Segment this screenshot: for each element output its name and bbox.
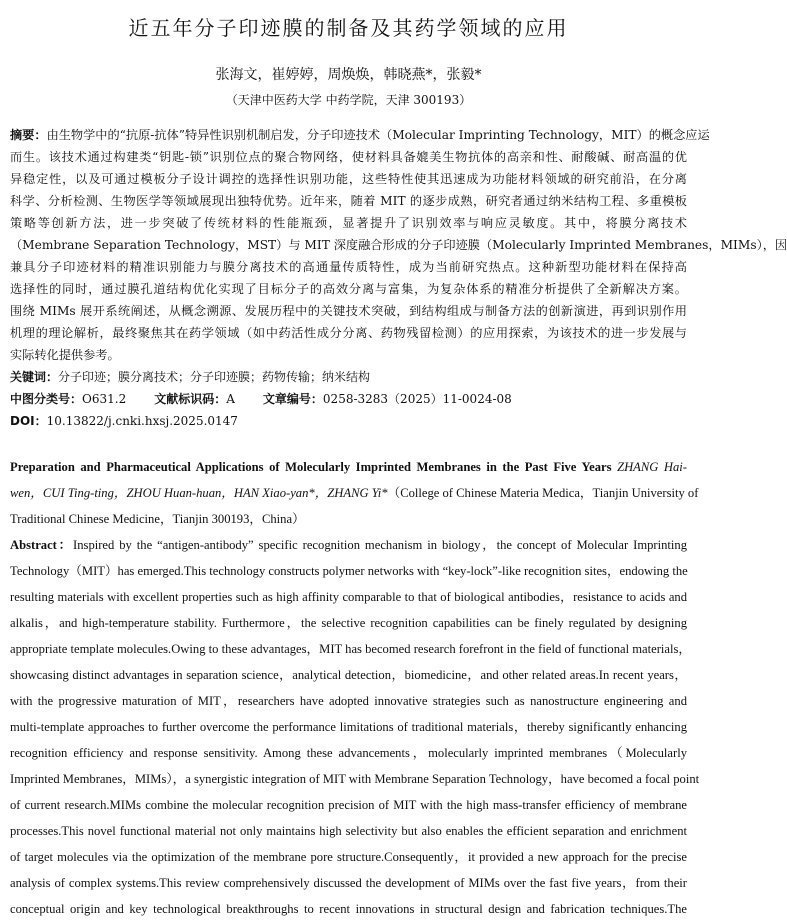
en-abstract-line <box>10 532 687 558</box>
clc-label: 中图分类号： <box>10 392 83 406</box>
abstract-line <box>10 278 687 300</box>
en-abstract-line <box>10 740 687 766</box>
abstract-text: （Membrane Separation Technology，MST）与 MIT 深度融合形成的分子印迹膜（Molecularly Imprinted Membranes，MIMs），因 <box>10 238 787 252</box>
en-authors: ZHANG Hai- <box>617 460 687 474</box>
en-authors-line <box>10 480 699 506</box>
en-abstract-text: of current research.MIMs combine the molecular recognition precision of MIT with the high mass-transfer efficiency of membrane <box>10 798 687 812</box>
meta-line <box>10 366 687 388</box>
en-abstract-line <box>10 792 687 818</box>
keywords-value: 分子印迹；膜分离技术；分子印迹膜；药物传输；纳米结构 <box>58 370 371 384</box>
en-abstract-text: Technology（MIT）has emerged.This technology constructs polymer networks with “key-lock”-like recognition sites，endowing the <box>10 564 688 578</box>
en-abstract-text: Inspired by the “antigen-antibody” specific recognition mechanism in biology，the concept of Molecular Imprinting <box>73 538 688 552</box>
en-abstract-line <box>10 584 687 610</box>
abstract-line <box>10 344 687 366</box>
en-title-line <box>10 454 687 480</box>
en-abstract-line <box>10 662 687 688</box>
en-authors: wen，CUI Ting-ting，ZHOU Huan-huan，HAN Xiao-yan*，ZHANG Yi* <box>10 486 388 500</box>
en-abstract-text: resulting materials with excellent properties such as high affinity comparable to that of biological antibodies，resistance to acids and <box>10 590 687 604</box>
en-abstract-text: appropriate template molecules.Owing to these advantages，MIT has becomed research forefront in the field of functional materials， <box>10 642 691 656</box>
en-abstract-text: processes.This novel functional material not only maintains high selectivity but also enables the efficient separation and enrichment <box>10 824 687 838</box>
clc-value: O631.2 <box>82 392 127 406</box>
en-abstract-line <box>10 844 687 870</box>
abstract-line <box>10 300 687 322</box>
abstract-text: 而生。该技术通过构建类“钥匙-锁”识别位点的聚合物网络，使材料具备媲美生物抗体的高亲和性、耐酸碱、耐高温的优 <box>10 150 687 164</box>
en-affiliation: Traditional Chinese Medicine，Tianjin 300193，China） <box>10 512 305 526</box>
abstract-text: 兼具分子印迹材料的精准识别能力与膜分离技术的高通量传质特性，成为当前研究热点。这种新型功能材料在保持高 <box>10 260 687 274</box>
en-abstract-text: multi-template approaches to further overcome the performance limitations of traditional materials，thereby significantly enhancing <box>10 720 687 734</box>
en-abstract-line <box>10 610 687 636</box>
abstract-text: 选择性的同时，通过膜孔道结构优化实现了目标分子的高效分离与富集，为复杂体系的精准分析提供了全新解决方案。 <box>10 282 687 296</box>
en-abstract-text: showcasing distinct advantages in separation science，analytical detection，biomedicine，and other related areas.In recent years， <box>10 668 687 682</box>
abstract-text: 围绕 MIMs 展开系统阐述，从概念溯源、发展历程中的关键技术突破，到结构组成与制备方法的创新演进，再到识别作用 <box>10 304 687 318</box>
paper-title: 近五年分子印迹膜的制备及其药学领域的应用 <box>128 16 569 40</box>
en-affiliation: （College of Chinese Materia Medica，Tianjin University of <box>387 486 699 500</box>
abstract-text: 机理的理论解析，最终聚焦其在药学领域（如中药活性成分分离、药物残留检测）的应用探索，为该技术的进一步发展与 <box>10 326 687 340</box>
en-abstract-line <box>10 688 687 714</box>
abstract-text: 科学、分析检测、生物医学等领域展现出独特优势。近年来，随着 MIT 的逐步成熟，研究者通过纳米结构工程、多重模板 <box>10 194 687 208</box>
doc_code-label: 文献标识码： <box>154 392 227 406</box>
en-abstract-text: recognition efficiency and response sensitivity. Among these advancements，molecularly imprinted membranes（Molecularly <box>10 746 687 760</box>
abstract-line <box>10 256 687 278</box>
abstract-line <box>10 322 687 344</box>
abstract-text: 由生物学中的“抗原-抗体”特异性识别机制启发，分子印迹技术（Molecular Imprinting Technology，MIT）的概念应运 <box>46 128 710 142</box>
abstract-line <box>10 190 687 212</box>
chinese-abstract <box>10 124 787 432</box>
meta-line <box>10 388 687 410</box>
doc_code-value: A <box>226 392 235 406</box>
en-abstract-line <box>10 870 687 896</box>
abstract-text: 异稳定性，以及可通过模板分子设计调控的选择性识别功能，这些特性使其迅速成为功能材料领域的研究前沿，在分离 <box>10 172 687 186</box>
abstract-text: 策略等创新方法，进一步突破了传统材料的性能瓶颈，显著提升了识别效率与响应灵敏度。其中，将膜分离技术 <box>10 216 687 230</box>
en-abstract-line <box>10 636 691 662</box>
abstract-line <box>10 168 687 190</box>
article_no-value: 0258-3283（2025）11-0024-08 <box>322 392 512 406</box>
abstract-label: 摘要： <box>10 128 47 142</box>
meta-line <box>10 410 687 432</box>
en-abstract-line <box>10 558 687 584</box>
abstract-text: 实际转化提供参考。 <box>10 348 120 362</box>
en-abstract-line <box>10 766 700 792</box>
doi-label: DOI： <box>10 414 47 428</box>
abstract-line <box>10 234 787 256</box>
article_no-label: 文章编号： <box>262 392 323 406</box>
en-abstract-text: analysis of complex systems.This review comprehensively discussed the development of MIMs over the fast five years，from their <box>10 876 687 890</box>
en-abstract-text: with the progressive maturation of MIT，researchers have adopted innovative strategies such as nanostructure engineering and <box>10 694 687 708</box>
en-title: Preparation and Pharmaceutical Applications of Molecularly Imprinted Membranes in the Past Five Years <box>10 460 612 474</box>
affiliation: （天津中医药大学 中药学院，天津 300193） <box>225 93 472 107</box>
en-abstract-label: Abstract： <box>10 538 74 552</box>
en-abstract-text: of target molecules via the optimization of the membrane pore structure.Consequently，it provided a new approach for the precise <box>10 850 687 864</box>
en-abstract-line <box>10 896 687 922</box>
en-abstract-text: conceptual origin and key technological breakthroughs to recent innovations in structural design and fabrication techniques.The <box>10 902 687 916</box>
en-abstract-line <box>10 714 687 740</box>
abstract-line <box>10 146 687 168</box>
abstract-line <box>10 124 710 146</box>
en-abstract-line <box>10 818 687 844</box>
english-section <box>10 454 700 922</box>
en-abstract-text: alkalis，and high-temperature stability. Furthermore，the selective recognition capabilities can be finely regulated by designing <box>10 616 687 630</box>
doi-value: 10.13822/j.cnki.hxsj.2025.0147 <box>46 414 238 428</box>
abstract-line <box>10 212 687 234</box>
en-abstract-text: Imprinted Membranes，MIMs），a synergistic integration of MIT with Membrane Separation Technology，have becomed a focal point <box>10 772 700 786</box>
en-affiliation-line <box>10 506 687 532</box>
authors: 张海文，崔婷婷，周焕焕，韩晓燕*，张毅* <box>215 67 482 83</box>
keywords-label: 关键词： <box>10 370 59 384</box>
